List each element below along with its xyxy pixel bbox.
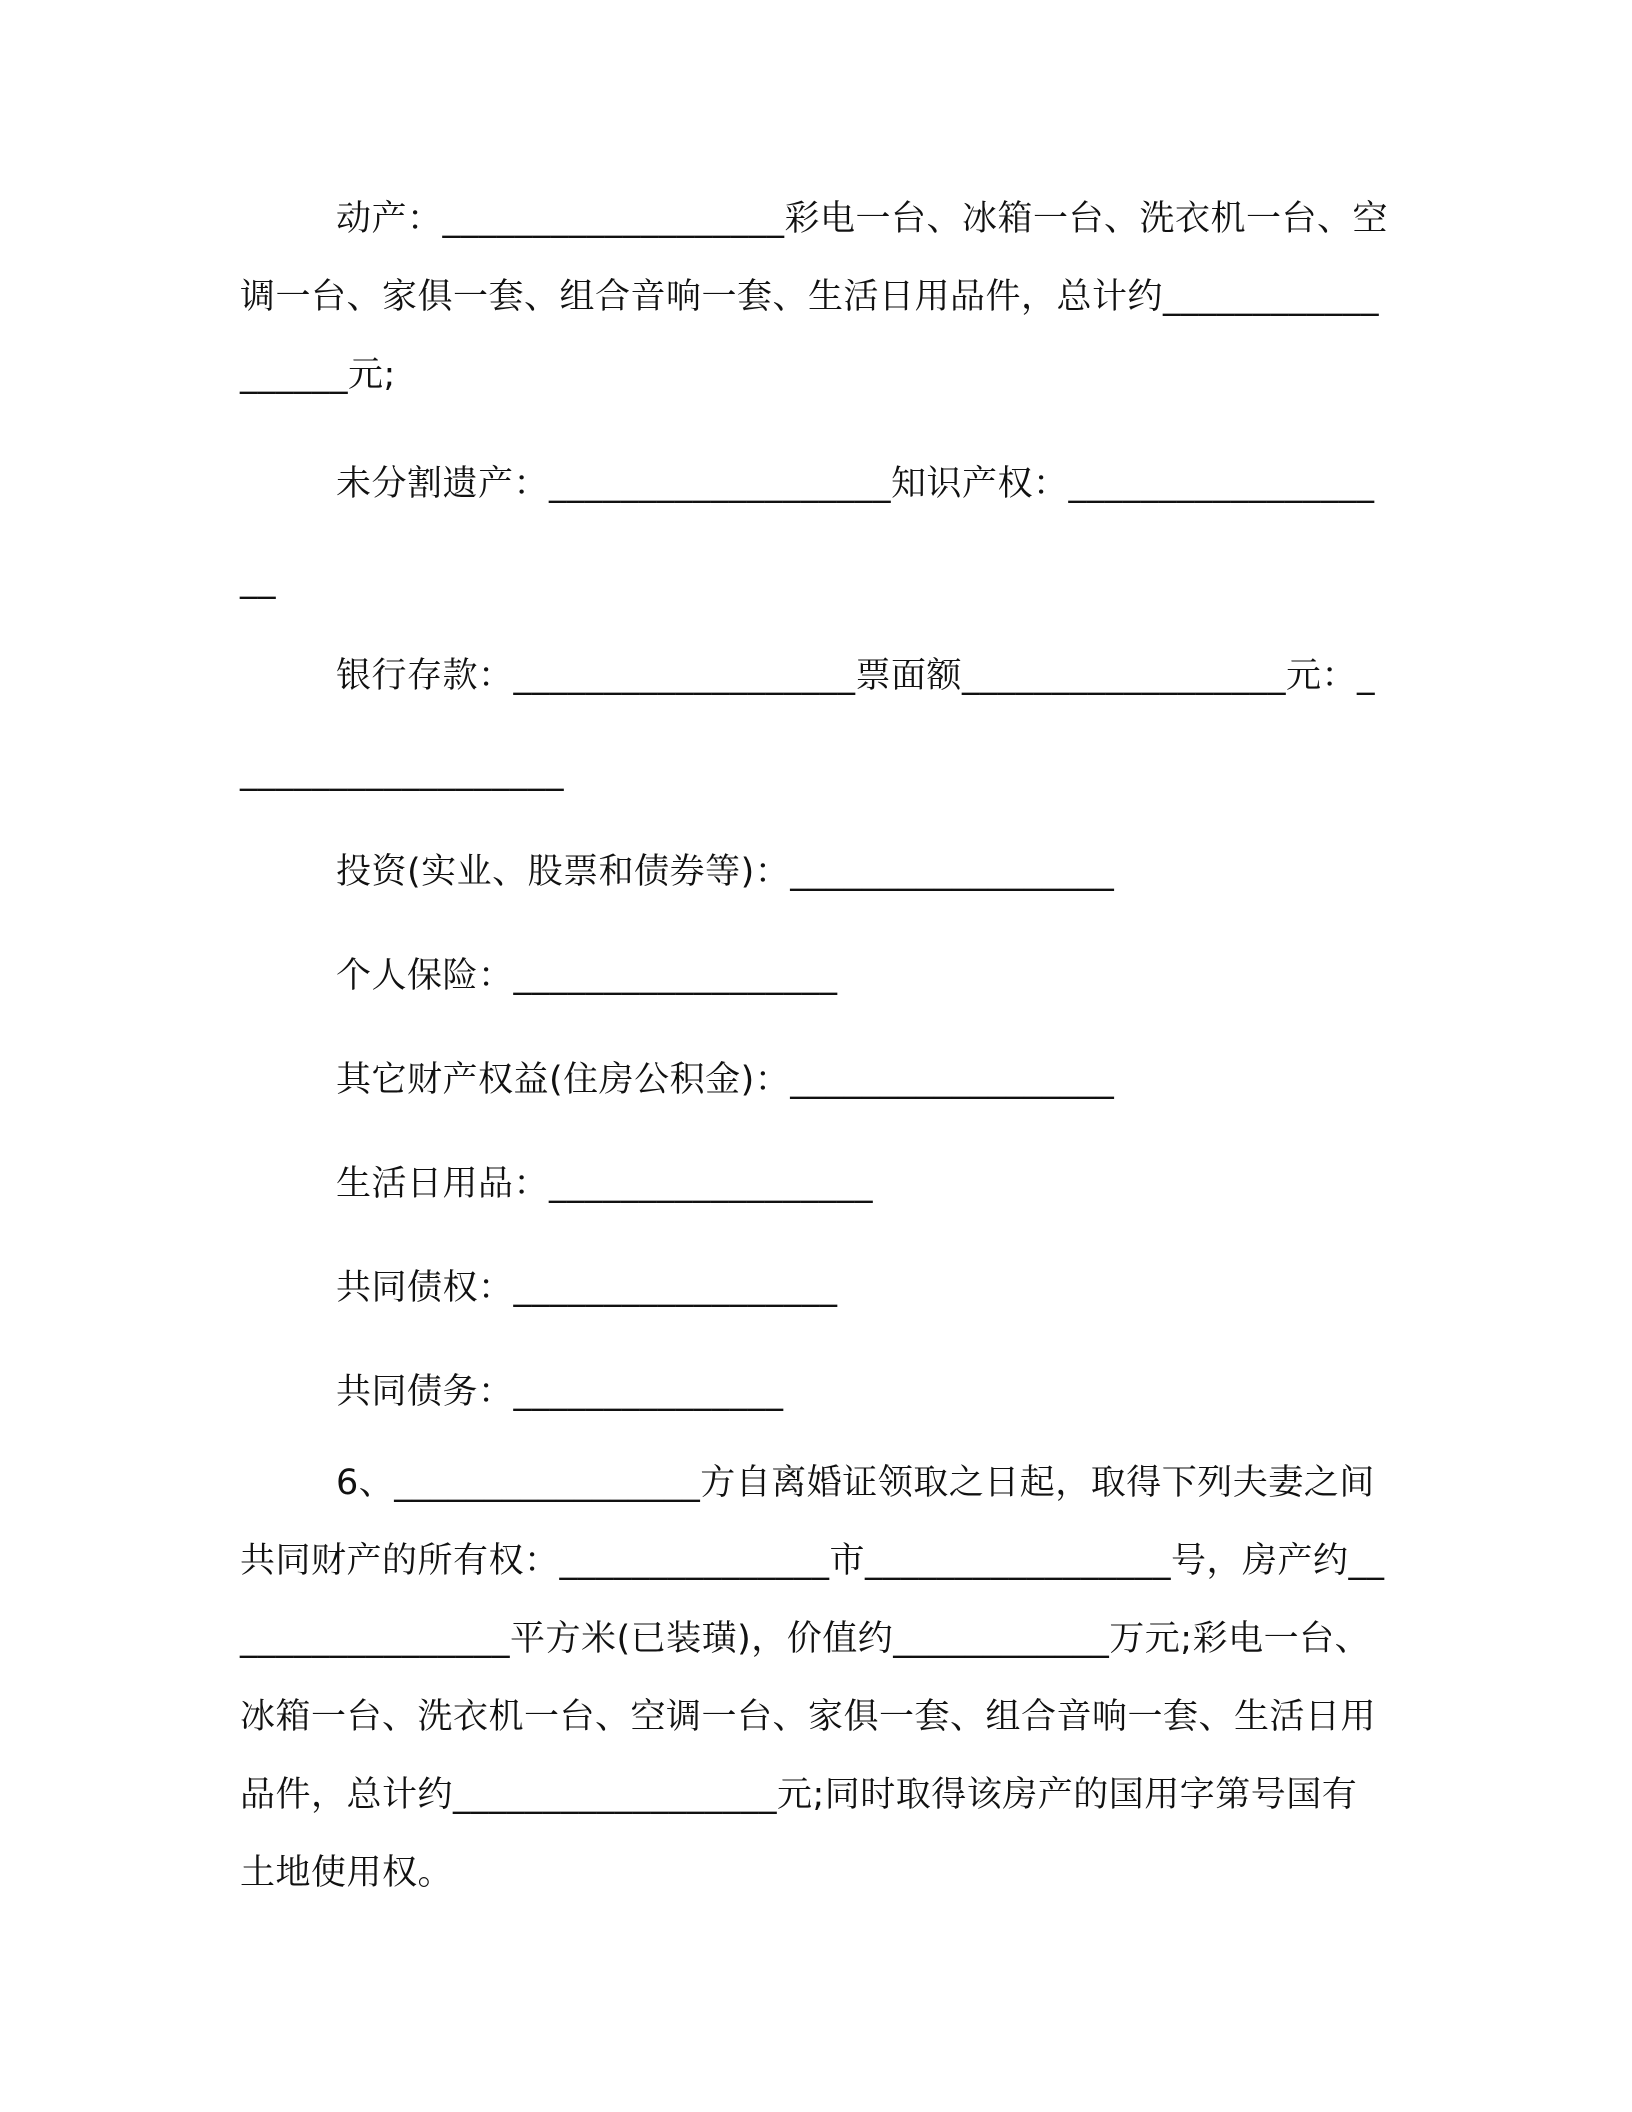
- paragraph-daily-necessities: 生活日用品：__________________: [336, 1164, 874, 1204]
- paragraph-unsplit-inheritance: 未分割遗产：___________________知识产权：___________________: [240, 464, 1375, 600]
- paragraph-clause-6: 6、_________________方自离婚证领取之日起，取得下列夫妻之间共同财产的所有权：_______________市_________________号，房产约_________________平方米(已装璜)，价值约____________万元;彩电一台、冰箱一台、洗衣机一台、空调一台、家俱一套、组合音响一套、生活日用品件，总计约__________________元;同时取得该房产的国用字第号国有土地使用权。: [240, 1463, 1385, 1893]
- paragraph-joint-claims: 共同债权：__________________: [336, 1268, 838, 1308]
- document-body: [240, 180, 1390, 1912]
- paragraph-investment: 投资(实业、股票和债券等)：__________________: [336, 852, 1115, 892]
- paragraph-personal-insurance: 个人保险：__________________: [336, 956, 838, 996]
- paragraph-joint-debts: 共同债务：_______________: [336, 1372, 784, 1412]
- paragraph-movable-property: 动产：___________________彩电一台、冰箱一台、洗衣机一台、空调一台、家俱一套、组合音响一套、生活日用品件，总计约__________________元;: [240, 199, 1389, 395]
- paragraph-bank-deposit: 银行存款：___________________票面额__________________元：___________________: [240, 656, 1376, 792]
- paragraph-other-property-rights: 其它财产权益(住房公积金)：__________________: [336, 1060, 1115, 1100]
